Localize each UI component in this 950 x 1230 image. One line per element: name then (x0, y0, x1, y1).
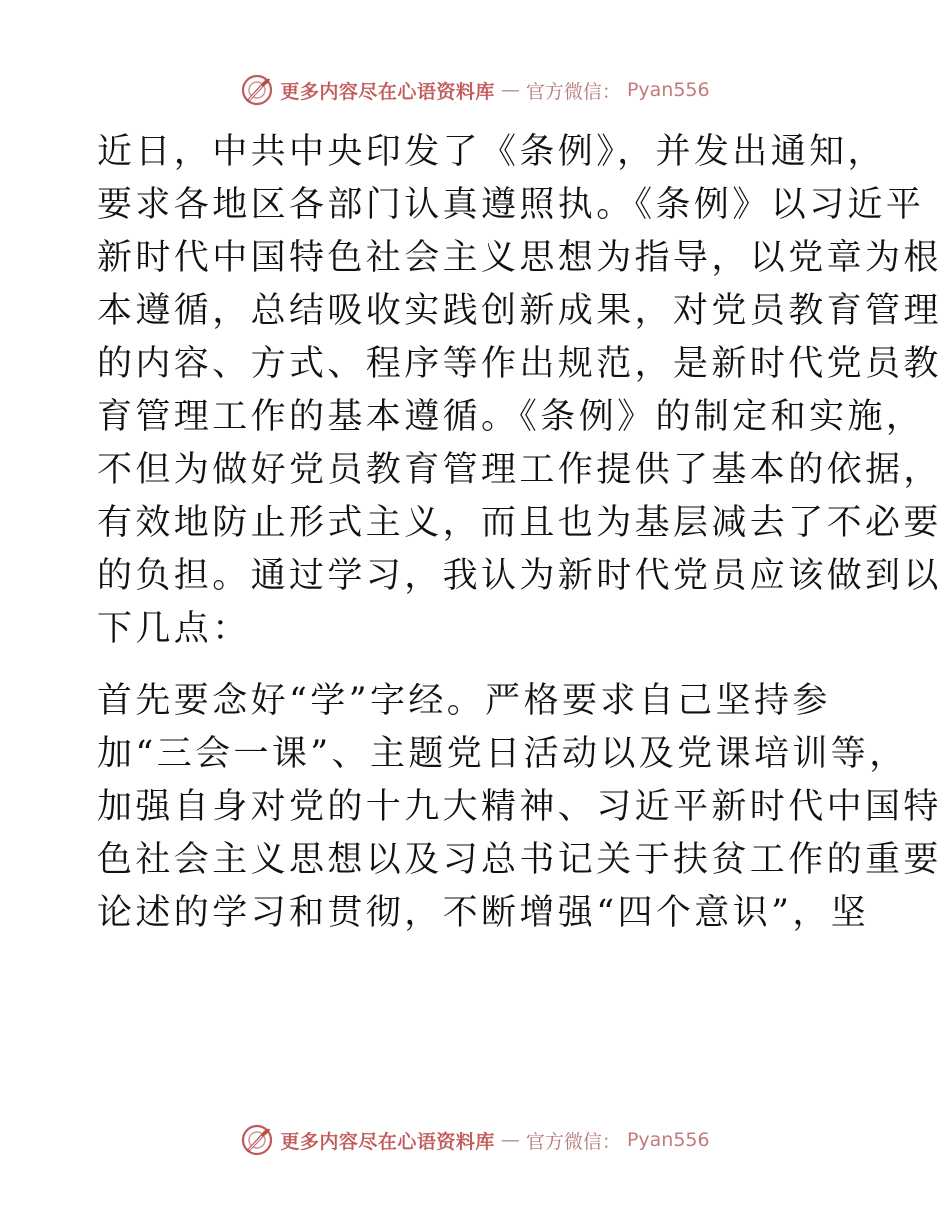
text-line: 不但为做好党员教育管理工作提供了基本的依据， (97, 450, 942, 490)
text-line: 近日，中共中央印发了《条例》，并发出通知， (97, 132, 886, 172)
header-watermark-banner (0, 70, 950, 110)
text-line: 新时代中国特色社会主义思想为指导，以党章为根 (97, 238, 942, 278)
text-line: 的负担。通过学习，我认为新时代党员应该做到以 (97, 556, 942, 596)
text-line: 首先要念好“学”字经。严格要求自己坚持参 (97, 681, 831, 721)
paragraph-1 (97, 126, 942, 656)
paragraph-spacer (97, 656, 852, 675)
text-line: 要求各地区各部门认真遵照执。《条例》以习近平 (97, 185, 925, 225)
banner-contact-label: 官方微信： (525, 80, 621, 103)
text-line: 加“三会一课”、主题党日活动以及党课培训等， (97, 734, 908, 774)
paragraph-2 (97, 675, 942, 940)
banner-separator: — (500, 79, 520, 101)
text-line: 的内容、方式、程序等作出规范，是新时代党员教 (97, 344, 942, 384)
text-line: 加强自身对党的十九大精神、习近平新时代中国特 (97, 787, 942, 827)
banner-separator: — (500, 1129, 520, 1151)
text-line: 色社会主义思想以及习总书记关于扶贫工作的重要 (97, 840, 942, 880)
banner-contact-id: Pyan556 (626, 1129, 710, 1151)
text-line: 论述的学习和贯彻，不断增强“四个意识”，坚 (97, 893, 870, 933)
banner-contact-id: Pyan556 (626, 79, 710, 101)
text-line: 育管理工作的基本遵循。《条例》的制定和实施， (97, 397, 925, 437)
text-line: 下几点： (97, 609, 251, 649)
quill-logo-icon (240, 73, 274, 107)
text-line: 有效地防止形式主义，而且也为基层减去了不必要 (97, 503, 942, 543)
banner-contact-label: 官方微信： (525, 1130, 621, 1153)
footer-watermark-banner (0, 1120, 950, 1160)
quill-logo-icon (240, 1123, 274, 1157)
document-body (97, 126, 942, 940)
banner-brand-text: 更多内容尽在心语资料库 (280, 80, 495, 103)
banner-brand-text: 更多内容尽在心语资料库 (280, 1130, 495, 1153)
text-line: 本遵循，总结吸收实践创新成果，对党员教育管理 (97, 291, 942, 331)
